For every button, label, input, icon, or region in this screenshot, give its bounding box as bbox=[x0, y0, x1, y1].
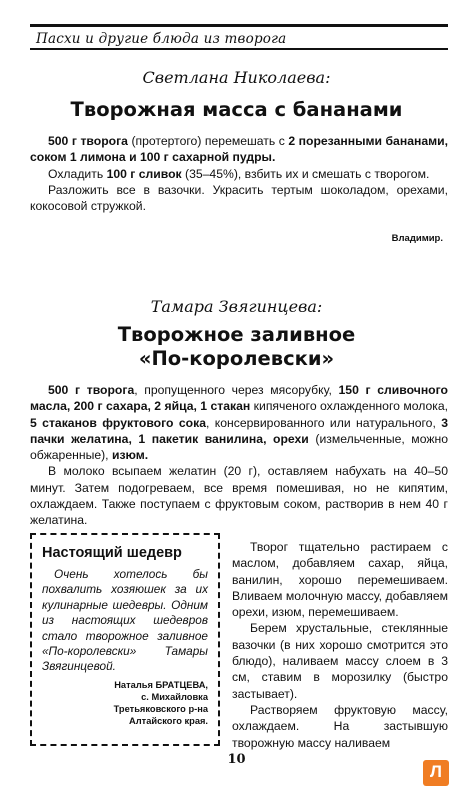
bold-text-run: 5 стаканов фруктового сока bbox=[30, 415, 206, 430]
sidebar-signature-place3: Алтайского края. bbox=[129, 716, 208, 727]
bold-text-run: 3 пачки желатина, 1 пакетик ванилина, орехи bbox=[30, 415, 449, 446]
bold-text-run: 150 г сливочного масла, 200 г сахара, 2 яйца, 1 стакан bbox=[30, 383, 448, 414]
recipe2-paragraph-2: В молоко всыпаем желатин (20 г), оставляем набухать на 40–50 минут. Затем подогреваем, все время помешивая, но не кипятим, охлаждаем. Также поступаем с фруктовым соком, растворив в нем 40 г желатина. bbox=[30, 464, 448, 528]
bold-text-run: 100 г сливок bbox=[106, 166, 182, 181]
text-run: , пропущенного через мясорубку, bbox=[134, 383, 339, 397]
recipe2-title-line1: Творожное заливное bbox=[117, 323, 356, 346]
text-run: Охладить bbox=[48, 166, 107, 181]
text-run: (35–45%), взбить их и смешать с творогом. bbox=[181, 166, 430, 181]
page-number: 10 bbox=[227, 752, 246, 767]
recipe2-title bbox=[0, 323, 473, 371]
running-header bbox=[30, 24, 448, 50]
bold-text-run: 500 г творога bbox=[48, 134, 128, 148]
recipe1-body bbox=[30, 133, 448, 214]
sidebar-signature-place2: Третьяковского р-на bbox=[113, 704, 208, 715]
recipe2-body-full bbox=[30, 382, 448, 529]
sidebar-signature bbox=[42, 679, 208, 728]
sidebar-signature-name: Наталья БРАТЦЕВА, bbox=[114, 679, 208, 690]
recipe2-paragraph-5: Растворяем фруктовую массу, охлаждаем. На застывшую творожную массу наливаем bbox=[232, 702, 448, 750]
running-header-title: Пасхи и другие блюда из творога bbox=[36, 31, 287, 47]
bold-text-run: изюм. bbox=[111, 448, 149, 463]
recipe2-paragraph-3: Творог тщательно растираем с маслом, добавляем сахар, яйца, ванилин, хорошо перемешиваем. Вливаем молочную массу, добавляем орехи, изюм, перемешиваем. bbox=[232, 540, 448, 620]
recipe2-body-column bbox=[232, 539, 448, 751]
letter-sidebar bbox=[30, 533, 220, 746]
publisher-logo-letter: Л bbox=[430, 762, 442, 781]
recipe2-author: Тамара Звягинцева: bbox=[150, 297, 323, 316]
sidebar-title: Настоящий шедевр bbox=[42, 545, 182, 561]
recipe2-title-line2: «По-королевски» bbox=[138, 347, 335, 370]
recipe1-author: Светлана Николаева: bbox=[142, 68, 331, 87]
text-run: (измельченные, можно обжаренные), bbox=[30, 431, 448, 463]
recipe1-paragraph-2 bbox=[30, 166, 448, 182]
sidebar-text bbox=[42, 567, 208, 675]
text-run: кипяченого охлажденного молока, bbox=[250, 399, 448, 414]
recipe2-ingredients bbox=[30, 382, 448, 463]
recipe1-title: Творожная масса с бананами bbox=[70, 98, 403, 121]
publisher-logo-icon bbox=[423, 760, 449, 786]
text-run: (протертого) перемешать с bbox=[127, 134, 289, 148]
recipe1-signature: Владимир. bbox=[391, 233, 443, 244]
bold-text-run: 500 г творога bbox=[48, 383, 135, 397]
recipe2-paragraph-4: Берем хрустальные, стеклянные вазочки (в них хорошо смотрится это блюдо), наливаем массу слоем в 3 см, ставим в морозилку (быстро застывает). bbox=[232, 621, 448, 701]
sidebar-signature-place1: с. Михайловка bbox=[141, 692, 208, 703]
sidebar-paragraph: Очень хотелось бы похвалить хозяюшек за их кулинарные шедевры. Одним из настоящих шедевров стало творожное заливное «По-королевски» Тамары Звягинцевой. bbox=[42, 567, 208, 674]
recipe1-paragraph-3: Разложить все в вазочки. Украсить тертым шоколадом, орехами, кокосовой стружкой. bbox=[30, 182, 448, 214]
recipe1-paragraph-1 bbox=[30, 133, 448, 166]
text-run: , консервированного или натурального, bbox=[205, 415, 442, 430]
bold-text-run: 2 порезанными бананами, соком 1 лимона и 100 г сахарной пудры. bbox=[30, 134, 449, 165]
